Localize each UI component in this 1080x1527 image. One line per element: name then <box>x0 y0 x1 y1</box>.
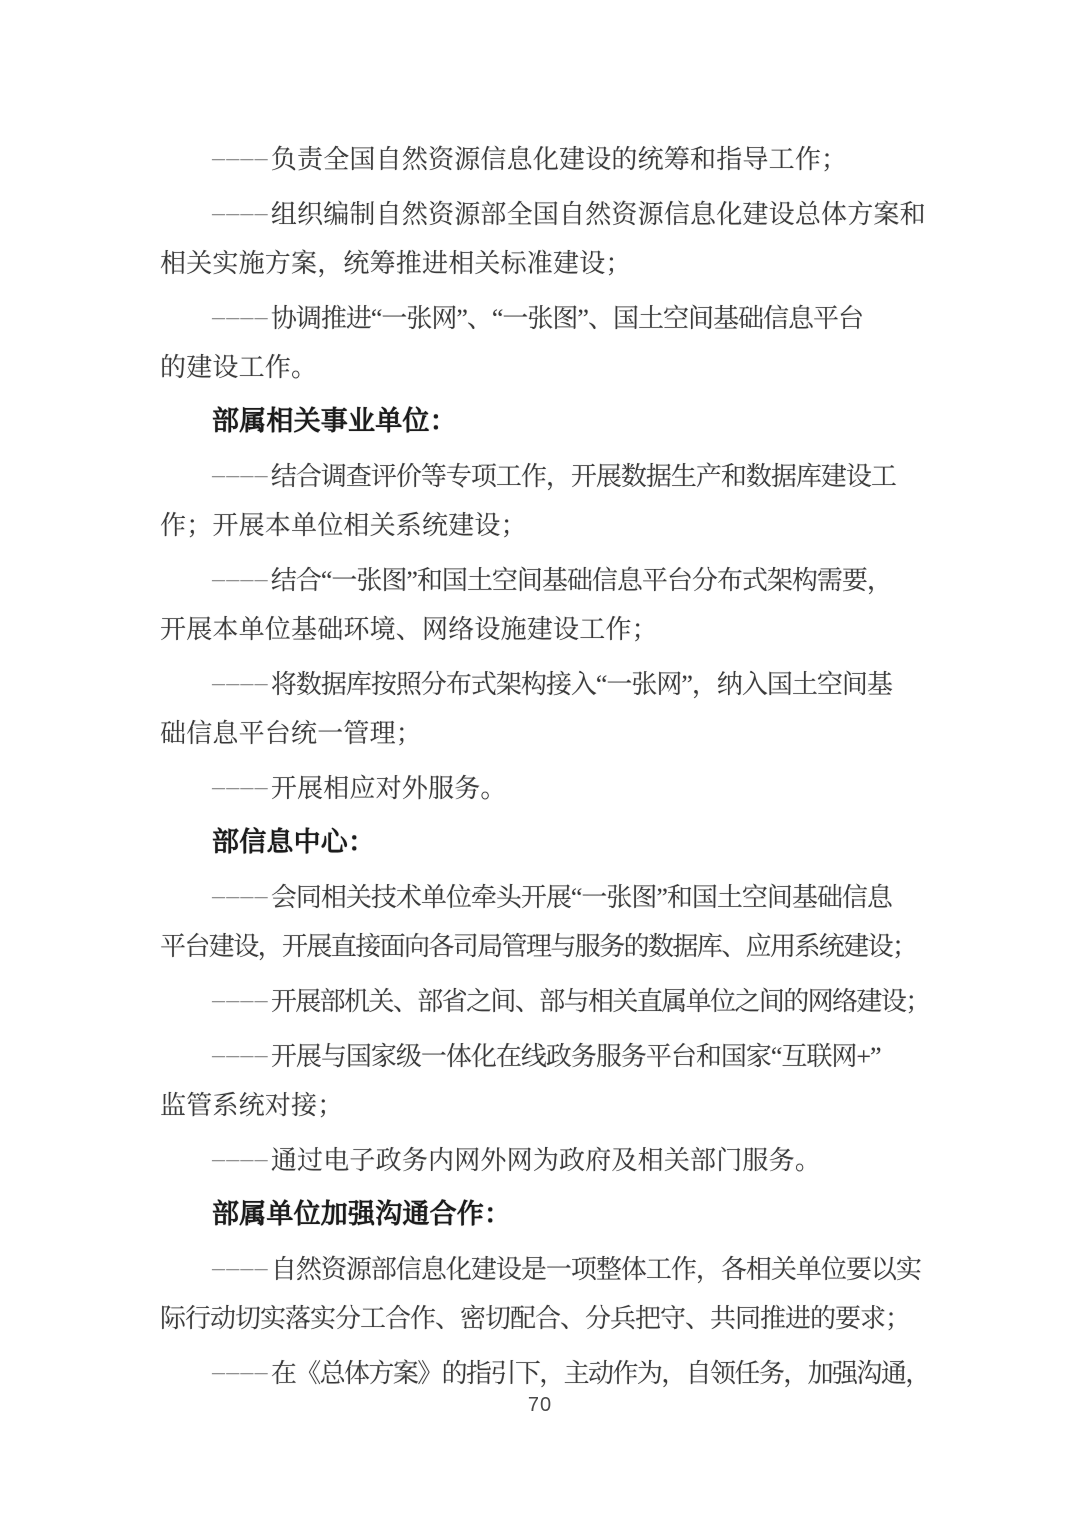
paragraph-line <box>160 1031 922 1081</box>
paragraph-text: 础信息平台统一管理； <box>160 719 423 748</box>
paragraph-line <box>160 293 922 343</box>
dash-prefix: ———— <box>212 572 269 587</box>
paragraph <box>160 451 922 550</box>
page-number: 70 <box>527 1394 553 1416</box>
paragraph-line <box>160 1244 922 1294</box>
paragraph-line <box>160 343 922 392</box>
paragraph <box>160 1031 922 1130</box>
paragraph-text: 会同相关技术单位牵头开展“一张图”和国土空间基础信息 <box>270 883 892 912</box>
paragraph <box>160 1348 930 1398</box>
section <box>160 1190 922 1239</box>
paragraph-text: 开展本单位基础环境、网络设施建设工作； <box>160 615 658 644</box>
paragraph-text: 开展部机关、部省之间、部与相关直属单位之间的网络建设； <box>270 987 930 1016</box>
dash-prefix: ———— <box>212 780 269 795</box>
paragraph-line <box>160 763 922 813</box>
paragraph-line <box>160 239 922 288</box>
paragraph-line <box>160 872 922 922</box>
paragraph-text: 结合“一张图”和国土空间基础信息平台分布式架构需要， <box>270 566 892 595</box>
heading-text: 部属单位加强沟通合作： <box>212 1199 512 1229</box>
paragraph <box>160 659 922 758</box>
paragraph-line <box>160 659 922 709</box>
paragraph-text: 作；开展本单位相关系统建设； <box>160 511 527 540</box>
paragraph-line <box>160 1081 922 1130</box>
paragraph-line <box>160 555 922 605</box>
paragraph <box>160 976 930 1026</box>
paragraph-line <box>160 605 922 654</box>
paragraph-line <box>160 922 922 971</box>
section-heading <box>160 818 922 867</box>
paragraph <box>160 293 922 392</box>
dash-prefix: ———— <box>212 310 269 325</box>
section <box>160 397 922 446</box>
dash-prefix: ———— <box>212 676 269 691</box>
paragraph-text: 平台建设，开展直接面向各司局管理与服务的数据库、应用系统建设； <box>160 932 917 961</box>
paragraph-text: 的建设工作。 <box>160 353 318 382</box>
paragraph <box>160 1244 922 1343</box>
paragraph-text: 通过电子政务内网外网为政府及相关部门服务。 <box>270 1146 822 1175</box>
paragraph-line <box>160 1135 922 1185</box>
paragraph-text: 监管系统对接； <box>160 1091 344 1120</box>
section <box>160 818 922 867</box>
paragraph-text: 结合调查评价等专项工作，开展数据生产和数据库建设工 <box>270 462 896 491</box>
paragraph-text: 组织编制自然资源部全国自然资源信息化建设总体方案和 <box>270 200 926 229</box>
paragraph <box>160 1135 922 1185</box>
paragraph-line <box>160 451 922 501</box>
heading-text: 部属相关事业单位： <box>212 406 457 436</box>
paragraph-text: 开展与国家级一体化在线政务服务平台和国家“互联网+” <box>270 1042 881 1071</box>
dash-prefix: ———— <box>212 468 269 483</box>
paragraph-text: 协调推进“一张网”、“一张图”、国土空间基础信息平台 <box>270 304 863 333</box>
paragraph <box>160 872 922 971</box>
paragraph-line <box>160 189 926 239</box>
section-heading <box>160 397 922 446</box>
dash-prefix: ———— <box>212 206 269 221</box>
dash-prefix: ———— <box>212 151 269 166</box>
paragraph-text: 将数据库按照分布式架构接入“一张网”，纳入国土空间基 <box>270 670 892 699</box>
paragraph-text: 自然资源部信息化建设是一项整体工作，各相关单位要以实 <box>270 1255 921 1284</box>
paragraph-text: 负责全国自然资源信息化建设的统筹和指导工作； <box>270 145 848 174</box>
paragraph <box>160 763 922 813</box>
dash-prefix: ———— <box>212 889 269 904</box>
dash-prefix: ———— <box>212 1365 269 1380</box>
paragraph-text: 相关实施方案，统筹推进相关标准建设； <box>160 249 632 278</box>
paragraph <box>160 189 926 288</box>
dash-prefix: ———— <box>212 993 269 1008</box>
paragraph-line <box>160 709 922 758</box>
dash-prefix: ———— <box>212 1261 269 1276</box>
section-heading <box>160 1190 922 1239</box>
paragraph-line <box>160 976 930 1026</box>
dash-prefix: ———— <box>212 1048 269 1063</box>
paragraph-line <box>160 501 922 550</box>
heading-text: 部信息中心： <box>212 827 376 857</box>
paragraph-line <box>160 1348 930 1398</box>
paragraph-line <box>160 134 922 184</box>
paragraph <box>160 555 922 654</box>
paragraph-text: 开展相应对外服务。 <box>270 774 507 803</box>
paragraph-line <box>160 1294 922 1343</box>
paragraph-text: 际行动切实落实分工合作、密切配合、分兵把守、共同推进的要求； <box>160 1304 911 1333</box>
paragraph-text: 在《总体方案》的指引下，主动作为，自领任务，加强沟通， <box>270 1359 930 1388</box>
dash-prefix: ———— <box>212 1152 269 1167</box>
paragraph <box>160 134 922 184</box>
